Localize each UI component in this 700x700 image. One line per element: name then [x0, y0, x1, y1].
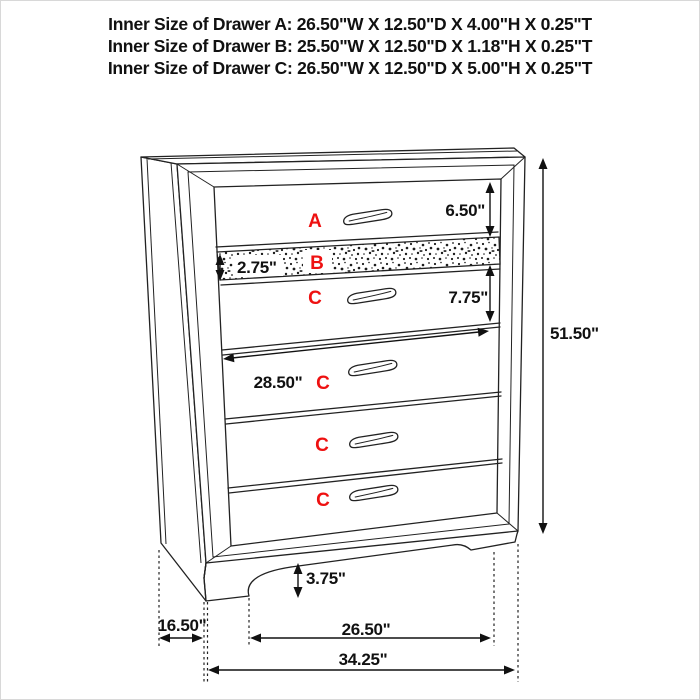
svg-text:2.75": 2.75"	[237, 258, 277, 277]
dim-overall-width	[208, 650, 515, 675]
dim-overall-height	[539, 158, 599, 534]
dim-depth	[158, 616, 207, 643]
drawer-a-label: A	[308, 211, 322, 232]
left-bracket-foot	[204, 563, 291, 601]
dim-foot-height	[294, 563, 346, 598]
drawer-c1-label: C	[308, 288, 322, 309]
drawer-c4-label: C	[316, 490, 330, 511]
svg-text:34.25": 34.25"	[338, 650, 388, 669]
spec-line-drawer-c: Inner Size of Drawer C: 26.50"W X 12.50"D X 5.00"H X 0.25"T	[107, 58, 593, 78]
svg-text:26.50": 26.50"	[341, 620, 391, 639]
spec-line-drawer-a: Inner Size of Drawer A: 26.50"W X 12.50"D X 4.00"H X 0.25"T	[108, 14, 592, 34]
drawer-c3-label: C	[315, 435, 329, 456]
spec-line-drawer-b: Inner Size of Drawer B: 25.50"W X 12.50"D X 1.18"H X 0.25"T	[107, 36, 593, 56]
dim-between-feet-width	[250, 620, 491, 643]
svg-text:51.50": 51.50"	[550, 324, 599, 343]
header-spec-text	[108, 14, 593, 78]
svg-text:16.50": 16.50"	[157, 616, 207, 635]
svg-text:28.50": 28.50"	[253, 373, 303, 392]
drawer-b-label: B	[310, 253, 324, 274]
drawer-c2-label: C	[316, 373, 330, 394]
chest-diagram-svg	[1, 1, 700, 700]
svg-text:7.75": 7.75"	[448, 288, 488, 307]
svg-text:3.75": 3.75"	[306, 569, 346, 588]
svg-text:6.50": 6.50"	[445, 201, 485, 220]
